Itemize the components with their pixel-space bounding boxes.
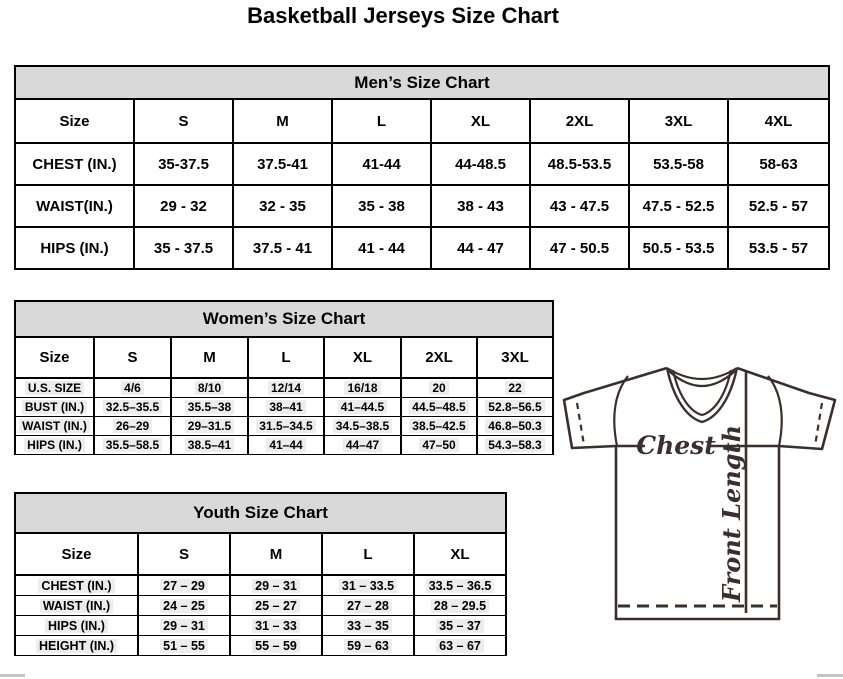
- cell-value: 38.5–41: [185, 438, 234, 452]
- row-label: HIPS (IN.): [40, 239, 109, 257]
- row-label-cell: [15, 636, 138, 656]
- womens-size-table: [14, 300, 554, 455]
- size-column-3xl: 3XL: [629, 99, 728, 143]
- size-column-m: M: [230, 533, 322, 575]
- row-label-cell: [15, 616, 138, 636]
- cell-value: 22: [505, 381, 524, 395]
- size-column-2xl: 2XL: [401, 337, 477, 378]
- size-column-2xl: 2XL: [530, 99, 629, 143]
- youth-size-table: [14, 492, 507, 656]
- row-label-cell: [15, 227, 134, 269]
- cell-value: 58-63: [759, 155, 798, 173]
- womens-table: [14, 300, 554, 455]
- size-column-header: Size: [15, 533, 138, 575]
- cell-value: 44 - 47: [457, 239, 504, 257]
- cell-value: 46.8–50.3: [485, 419, 544, 433]
- row-label-cell: [15, 596, 138, 616]
- value-cell: [230, 596, 322, 616]
- cell-value: 35.5–38: [185, 400, 234, 414]
- cell-value: 35.5–58.5: [103, 438, 162, 452]
- cell-value: 37.5-41: [257, 155, 308, 173]
- cell-value: 41 - 44: [358, 239, 405, 257]
- value-cell: [134, 185, 233, 227]
- table-row: [15, 143, 829, 185]
- mens-table: [14, 65, 830, 270]
- cell-value: 50.5 - 53.5: [642, 239, 715, 257]
- cell-value: 20: [429, 381, 448, 395]
- value-cell: [324, 398, 401, 417]
- cell-value: 32.5–35.5: [103, 400, 162, 414]
- cell-value: 31.5–34.5: [256, 419, 315, 433]
- row-label: HIPS (IN.): [45, 619, 108, 633]
- size-column-s: S: [94, 337, 171, 378]
- row-label: HEIGHT (IN.): [36, 639, 117, 653]
- value-cell: [728, 185, 829, 227]
- row-label: WAIST (IN.): [19, 419, 90, 433]
- cell-value: 35 - 38: [358, 197, 405, 215]
- value-cell: [477, 378, 553, 398]
- row-label: HIPS (IN.): [24, 438, 85, 452]
- chest-label: Chest: [636, 431, 716, 460]
- jersey-outline-path: [564, 368, 835, 619]
- cell-value: 35-37.5: [158, 155, 209, 173]
- cell-value: 16/18: [344, 381, 380, 395]
- left-armhole-seam: [614, 376, 628, 446]
- row-label: CHEST (IN.): [38, 579, 114, 593]
- collar-v-inner: [673, 370, 731, 415]
- value-cell: [332, 185, 431, 227]
- cell-value: 47.5 - 52.5: [642, 197, 715, 215]
- value-cell: [248, 398, 324, 417]
- value-cell: [530, 185, 629, 227]
- left-cuff-dashed-line: [577, 403, 584, 445]
- row-label-cell: [15, 575, 138, 596]
- table-row: [15, 596, 506, 616]
- row-label: WAIST (IN.): [40, 599, 113, 613]
- cell-value: 38.5–42.5: [409, 419, 468, 433]
- value-cell: [94, 378, 171, 398]
- table-row: [15, 227, 829, 269]
- cell-value: 33 – 35: [344, 619, 392, 633]
- cell-value: 47 - 50.5: [549, 239, 610, 257]
- row-label-cell: [15, 398, 94, 417]
- row-label: BUST (IN.): [22, 400, 87, 414]
- table-row: [15, 436, 553, 455]
- value-cell: [322, 575, 414, 596]
- cell-value: 43 - 47.5: [549, 197, 610, 215]
- cell-value: 35 – 37: [436, 619, 484, 633]
- size-column-l: L: [332, 99, 431, 143]
- cell-value: 44–47: [343, 438, 382, 452]
- size-column-4xl: 4XL: [728, 99, 829, 143]
- size-column-l: L: [322, 533, 414, 575]
- value-cell: [530, 227, 629, 269]
- value-cell: [233, 185, 332, 227]
- value-cell: [138, 616, 230, 636]
- value-cell: [431, 185, 530, 227]
- value-cell: [414, 616, 506, 636]
- cell-value: 4/6: [121, 381, 144, 395]
- row-label-cell: [15, 417, 94, 436]
- size-column-3xl: 3XL: [477, 337, 553, 378]
- youth-table: [14, 492, 507, 656]
- row-label: WAIST(IN.): [36, 197, 113, 215]
- cell-value: 12/14: [268, 381, 304, 395]
- cell-value: 47–50: [419, 438, 458, 452]
- cell-value: 38–41: [266, 400, 305, 414]
- value-cell: [324, 436, 401, 455]
- size-column-header: Size: [15, 337, 94, 378]
- scrollbar-fragment-right[interactable]: [817, 674, 843, 677]
- size-column-s: S: [138, 533, 230, 575]
- value-cell: [94, 417, 171, 436]
- cell-value: 44-48.5: [455, 155, 506, 173]
- cell-value: 29 - 32: [160, 197, 207, 215]
- cell-value: 52.8–56.5: [485, 400, 544, 414]
- cell-value: 35 - 37.5: [153, 239, 214, 257]
- value-cell: [138, 636, 230, 656]
- value-cell: [134, 227, 233, 269]
- value-cell: [171, 417, 248, 436]
- value-cell: [248, 378, 324, 398]
- row-label-cell: [15, 378, 94, 398]
- cell-value: 29–31.5: [185, 419, 234, 433]
- value-cell: [322, 616, 414, 636]
- value-cell: [530, 143, 629, 185]
- row-label: CHEST (IN.): [32, 155, 117, 173]
- cell-value: 26–29: [113, 419, 152, 433]
- mens-table-title: Men’s Size Chart: [15, 66, 829, 99]
- size-column-s: S: [134, 99, 233, 143]
- value-cell: [414, 575, 506, 596]
- value-cell: [332, 143, 431, 185]
- value-cell: [401, 417, 477, 436]
- cell-value: 55 – 59: [252, 639, 300, 653]
- row-label: U.S. SIZE: [25, 381, 84, 395]
- cell-value: 8/10: [195, 381, 224, 395]
- table-row: [15, 636, 506, 656]
- value-cell: [629, 227, 728, 269]
- value-cell: [230, 575, 322, 596]
- value-cell: [230, 616, 322, 636]
- value-cell: [629, 143, 728, 185]
- size-column-xl: XL: [431, 99, 530, 143]
- value-cell: [431, 227, 530, 269]
- cell-value: 33.5 – 36.5: [426, 579, 495, 593]
- value-cell: [728, 227, 829, 269]
- value-cell: [134, 143, 233, 185]
- page-title: Basketball Jerseys Size Chart: [247, 3, 559, 28]
- value-cell: [94, 398, 171, 417]
- size-column-m: M: [171, 337, 248, 378]
- cell-value: 53.5 - 57: [748, 239, 809, 257]
- scrollbar-fragment-left[interactable]: [0, 674, 25, 677]
- value-cell: [477, 436, 553, 455]
- value-cell: [171, 378, 248, 398]
- value-cell: [477, 417, 553, 436]
- size-column-m: M: [233, 99, 332, 143]
- right-armhole-seam: [768, 376, 782, 446]
- mens-size-table: [14, 65, 830, 270]
- cell-value: 32 - 35: [259, 197, 306, 215]
- front-length-label: Front Length: [717, 424, 746, 602]
- row-label-cell: [15, 185, 134, 227]
- cell-value: 25 – 27: [252, 599, 300, 613]
- value-cell: [322, 596, 414, 616]
- cell-value: 27 – 29: [160, 579, 208, 593]
- size-column-l: L: [248, 337, 324, 378]
- value-cell: [230, 636, 322, 656]
- cell-value: 41–44: [266, 438, 305, 452]
- cell-value: 41-44: [362, 155, 401, 173]
- value-cell: [414, 636, 506, 656]
- cell-value: 63 – 67: [436, 639, 484, 653]
- value-cell: [138, 575, 230, 596]
- womens-table-title: Women’s Size Chart: [15, 301, 553, 337]
- cell-value: 53.5-58: [653, 155, 704, 173]
- value-cell: [171, 436, 248, 455]
- cell-value: 54.3–58.3: [485, 438, 544, 452]
- table-row: [15, 616, 506, 636]
- value-cell: [324, 378, 401, 398]
- value-cell: [431, 143, 530, 185]
- row-label-cell: [15, 143, 134, 185]
- jersey-diagram: [556, 356, 843, 626]
- value-cell: [324, 417, 401, 436]
- cell-value: 27 – 28: [344, 599, 392, 613]
- cell-value: 31 – 33.5: [339, 579, 397, 593]
- cell-value: 29 – 31: [252, 579, 300, 593]
- value-cell: [401, 436, 477, 455]
- row-label-cell: [15, 436, 94, 455]
- cell-value: 59 – 63: [344, 639, 392, 653]
- value-cell: [332, 227, 431, 269]
- table-row: [15, 185, 829, 227]
- right-cuff-dashed-line: [815, 403, 822, 446]
- cell-value: 41–44.5: [338, 400, 387, 414]
- cell-value: 29 – 31: [160, 619, 208, 633]
- size-column-xl: XL: [414, 533, 506, 575]
- value-cell: [401, 378, 477, 398]
- cell-value: 24 – 25: [160, 599, 208, 613]
- table-row: [15, 575, 506, 596]
- value-cell: [233, 227, 332, 269]
- table-row: [15, 417, 553, 436]
- cell-value: 51 – 55: [160, 639, 208, 653]
- value-cell: [248, 436, 324, 455]
- value-cell: [322, 636, 414, 656]
- value-cell: [94, 436, 171, 455]
- table-row: [15, 378, 553, 398]
- value-cell: [477, 398, 553, 417]
- value-cell: [233, 143, 332, 185]
- value-cell: [171, 398, 248, 417]
- value-cell: [414, 596, 506, 616]
- cell-value: 52.5 - 57: [748, 197, 809, 215]
- table-row: [15, 398, 553, 417]
- size-column-xl: XL: [324, 337, 401, 378]
- value-cell: [728, 143, 829, 185]
- value-cell: [629, 185, 728, 227]
- cell-value: 48.5-53.5: [547, 155, 612, 173]
- youth-table-title: Youth Size Chart: [15, 493, 506, 533]
- cell-value: 31 – 33: [252, 619, 300, 633]
- cell-value: 28 – 29.5: [431, 599, 489, 613]
- cell-value: 44.5–48.5: [409, 400, 468, 414]
- value-cell: [138, 596, 230, 616]
- cell-value: 34.5–38.5: [333, 419, 392, 433]
- cell-value: 38 - 43: [457, 197, 504, 215]
- value-cell: [248, 417, 324, 436]
- cell-value: 37.5 - 41: [252, 239, 313, 257]
- value-cell: [401, 398, 477, 417]
- size-column-header: Size: [15, 99, 134, 143]
